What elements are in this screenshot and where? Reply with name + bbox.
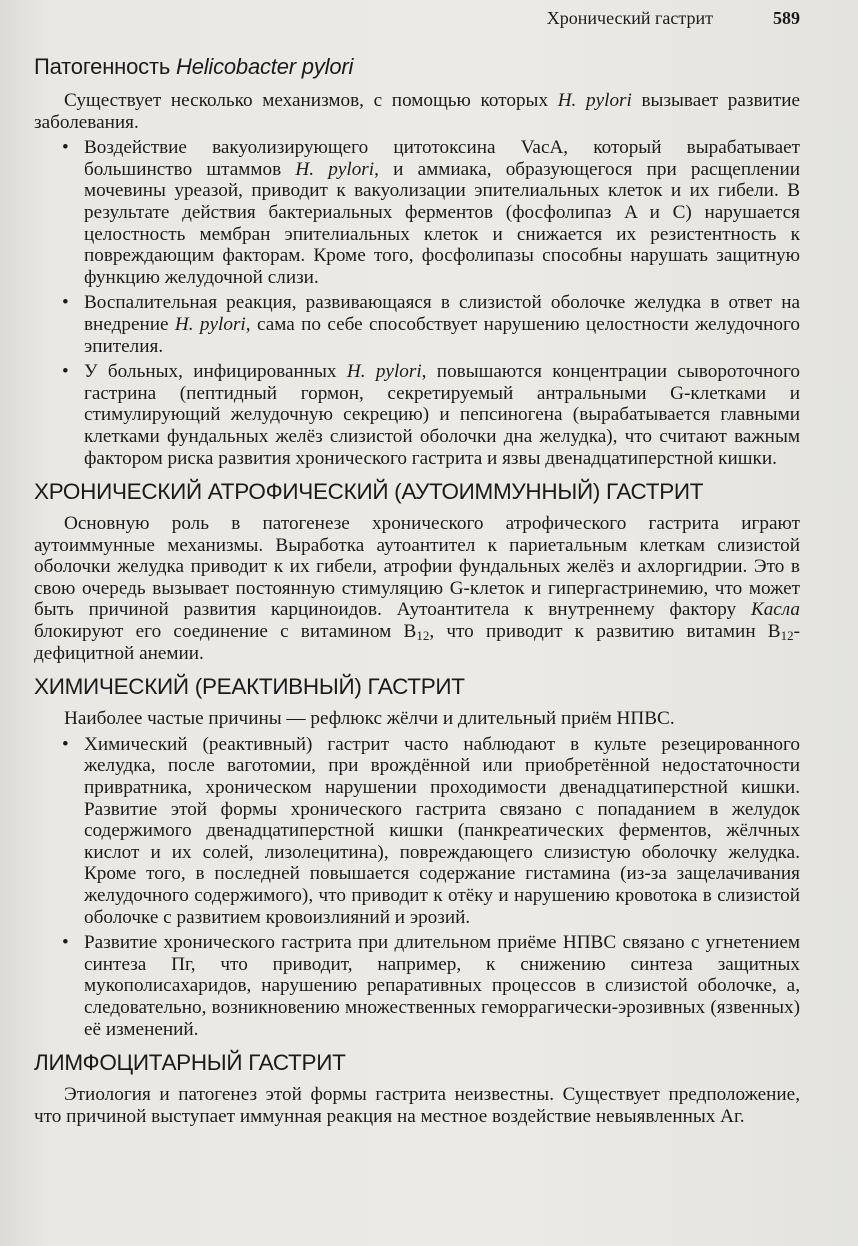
text-run: Воспалительная реакция, развивающаяся в слизистой оболочке желудка в ответ на внедрение <box>84 292 800 335</box>
mechanisms-list <box>34 137 800 469</box>
heading-chemical-gastritis: ХИМИЧЕСКИЙ (РЕАКТИВНЫЙ) ГАСТРИТ <box>34 674 465 700</box>
text-run: У больных, инфицированных <box>84 361 347 383</box>
paragraph-chemical-intro: Наиболее частые причины — рефлюкс жёлчи и длительный приём НПВС. <box>64 708 675 730</box>
paragraph-lymphocytic: Этиология и патогенез этой формы гастрита неизвестны. Существует предположение, что причиной выступает иммунная реакция на местное воздействие невыявленных Аг. <box>34 1084 800 1127</box>
text-run: Основную роль в патогенезе хронического атрофического гастрита играют аутоиммунные механизмы. Выработка аутоантител к париетальным клеткам слизистой оболочки желудка приводит к их гибели, атрофии фундальных желёз и ахлоргидрии. Это в свою очередь вызывает постоянную стимуляцию G-клеток и гипергастринемию, что может быть причиной развития карциноидов. Аутоантитела к внутреннему фактору <box>34 513 800 621</box>
bullet-icon: • <box>62 733 69 755</box>
subscript: 12 <box>780 628 794 644</box>
bullet-icon: • <box>62 137 69 159</box>
text-run: вызывает развитие заболевания. <box>34 90 800 133</box>
bullet-icon: • <box>62 292 69 314</box>
list-item <box>62 733 800 928</box>
italic-run: H. pylori <box>557 90 632 111</box>
list-item <box>62 361 800 469</box>
list-item <box>62 137 800 288</box>
page-number: 589 <box>773 8 800 28</box>
heading-atrophic-gastritis: ХРОНИЧЕСКИЙ АТРОФИЧЕСКИЙ (АУТОИММУННЫЙ) ГАСТРИТ <box>34 479 704 505</box>
text-run: блокируют его соединение с витамином B <box>34 621 417 643</box>
text-run: Существует несколько механизмов, с помощью которых <box>64 90 558 111</box>
text-run: Химический (реактивный) гастрит часто наблюдают в культе резецированного желудка, после ваготомии, при врождённой или приобретённой недостаточности привратника, хроническом нарушении проходимости двенадцатиперстной кишки. Развитие этой формы хронического гастрита связано с попаданием в желудок содержимого двенадцатиперстной кишки (панкреатических ферментов, жёлчных кислот и их солей, лизолецитина), повреждающего слизистую оболочку желудка. Кроме того, в последней повышается содержание гистамина (из-за защелачивания желудочного содержимого), что приводит к отёку и нарушению кровотока в слизистой оболочке с развитием кровоизлияний и эрозий. <box>84 733 800 928</box>
heading-lymphocytic-gastritis: ЛИМФОЦИТАРНЫЙ ГАСТРИТ <box>34 1050 346 1076</box>
subscript: 12 <box>416 628 430 644</box>
list-item <box>62 292 800 357</box>
chemical-list <box>34 734 800 1040</box>
bullet-icon: • <box>62 361 69 383</box>
bullet-icon: • <box>62 932 69 954</box>
list-item <box>62 932 800 1040</box>
text-run: , повышаются концентрации сывороточного гастрина (пептидный гормон, секретируемый антральными G-клетками и стимулирующий желудочную секрецию) и пепсиногена (вырабатывается главными клетками фундальных желёз слизистой оболочки дна желудка), что считают важным фактором риска развития хронического гастрита и язвы двенадцатиперстной кишки. <box>84 361 800 469</box>
subheading-text: Патогенность <box>34 54 176 79</box>
subheading-italic: Helicobacter pylori <box>176 54 354 79</box>
text-run: , сама по себе способствует нарушению целостности желудочного эпителия. <box>84 313 800 357</box>
text-run: Воздействие вакуолизирующего цитотоксина VacA, который вырабатывает большинство штаммов <box>84 137 800 180</box>
paragraph-atrophic <box>34 513 800 664</box>
text-run: Развитие хронического гастрита при длительном приёме НПВС связано с угнетением синтеза Пг, что приводит, например, к снижению синтеза защитных мукополисахаридов, нарушению репаративных процессов в слизистой оболочке, а, следовательно, возникновению множественных геморрагически-эрозивных (язвенных) её изменений. <box>84 932 800 1040</box>
paragraph-intro <box>34 90 800 133</box>
text-run: , и аммиака, образующегося при расщеплении мочевины уреазой, приводит к вакуолизации эпителиальных клеток и их гибели. В результате действия бактериальных ферментов (фосфолипаз A и C) нарушается целостность мембран эпителиальных клеток и снижается их резистентность к повреждающим факторам. Кроме того, фосфолипазы способны нарушать защитную функцию желудочной слизи. <box>84 158 800 288</box>
italic-run: H. pylori <box>174 313 246 335</box>
running-header <box>34 0 800 40</box>
text-run: -дефицитной анемии. <box>34 621 800 664</box>
text-run: , что приводит к развитию витамин B <box>429 621 781 643</box>
italic-run: H. pylori <box>346 361 422 383</box>
subheading-helicobacter-pathogenicity <box>34 54 800 80</box>
italic-run: H. pylori <box>295 158 375 180</box>
italic-run: Касла <box>750 599 800 621</box>
running-title: Хронический гастрит <box>546 8 713 28</box>
